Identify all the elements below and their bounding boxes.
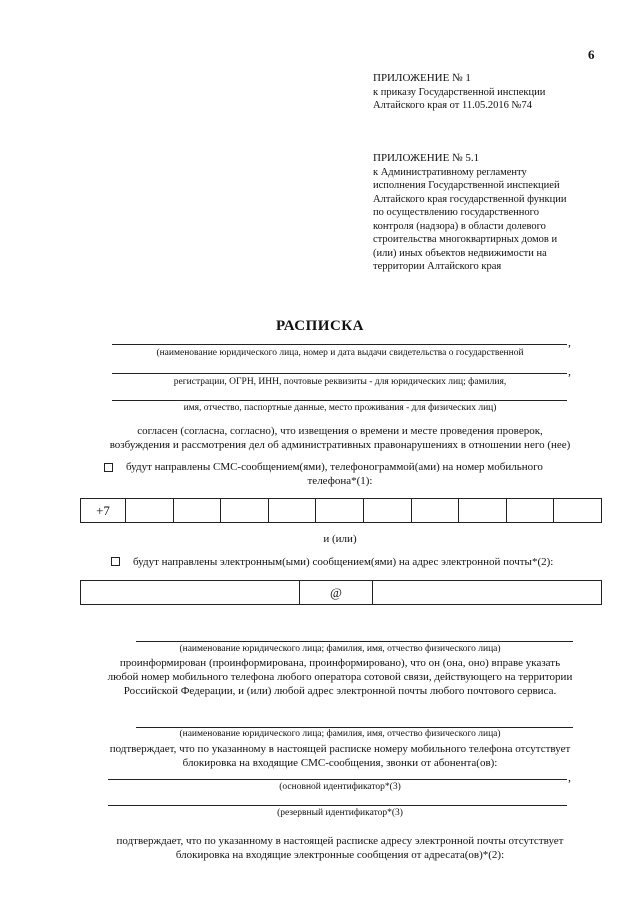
appendix-2-line: (или) иных объектов недвижимости на — [373, 247, 547, 259]
fill-line — [112, 400, 567, 401]
comma: , — [568, 335, 571, 349]
agree-text-1: согласен (согласна, согласно), что извещения о времени и месте проведения проверок, — [137, 425, 543, 437]
informed-text-1: проинформирован (проинформирована, проинформировано), что он (она, оно) вправе указать — [119, 657, 561, 669]
phone-digit-cell[interactable] — [126, 499, 174, 523]
fill-line — [108, 779, 567, 780]
caption-name-2: (наименование юридического лица; фамилия, имя, отчество физического лица) — [179, 729, 501, 739]
informed-text-3: Российской Федерации, и (или) любой адрес электронной почты любого почтового сервиса. — [123, 685, 557, 697]
caption-reserve-id: (резервный идентификатор*(3) — [277, 808, 403, 818]
and-or-text: и (или) — [323, 533, 357, 545]
comma: , — [568, 770, 571, 784]
phone-prefix-cell: +7 — [81, 499, 126, 523]
fill-line — [136, 727, 573, 728]
sms-checkbox[interactable] — [104, 463, 113, 472]
phone-digit-cell[interactable] — [506, 499, 554, 523]
appendix-1-heading: ПРИЛОЖЕНИЕ № 1 — [373, 72, 471, 84]
page-number: 6 — [588, 47, 595, 62]
fill-line — [108, 805, 567, 806]
caption-name: (наименование юридического лица; фамилия, имя, отчество физического лица) — [179, 644, 501, 654]
phone-digit-cell[interactable] — [459, 499, 507, 523]
appendix-2-line: исполнения Государственной инспекцией — [373, 180, 560, 191]
email-local-part-cell[interactable] — [81, 581, 300, 605]
confirm-phone-text-2: блокировка на входящие СМС-сообщения, звонки от абонента(ов): — [182, 757, 498, 769]
appendix-2-line: по осуществлению государственного — [373, 207, 539, 218]
fill-line — [112, 373, 567, 374]
appendix-2-line: к Административному регламенту — [373, 166, 527, 178]
phone-digit-cell[interactable] — [316, 499, 364, 523]
fill-line — [136, 641, 573, 642]
appendix-2-line: строительства многоквартирных домов и — [373, 234, 558, 245]
phone-digit-cell[interactable] — [173, 499, 221, 523]
caption-personal: имя, отчество, паспортные данные, место проживания - для физических лиц) — [183, 403, 497, 413]
appendix-2-line: территории Алтайского края — [373, 261, 502, 272]
comma: , — [568, 364, 571, 378]
appendix-2-block — [373, 152, 603, 274]
phone-number-grid — [80, 498, 602, 523]
caption-org-name: (наименование юридического лица, номер и дата выдачи свидетельства о государственной — [156, 348, 524, 358]
fill-line — [112, 344, 567, 345]
email-domain-cell[interactable] — [373, 581, 602, 605]
appendix-1-block — [373, 72, 603, 113]
caption-main-id: (основной идентификатор*(3) — [279, 782, 401, 792]
email-at-cell: @ — [300, 581, 373, 605]
email-option-text: будут направлены электронным(ыми) сообщением(ями) на адрес электронной почты*(2): — [133, 556, 554, 568]
appendix-2-line: Алтайского края государственной функции — [373, 193, 567, 205]
phone-digit-cell[interactable] — [554, 499, 602, 523]
phone-digit-cell[interactable] — [221, 499, 269, 523]
phone-digit-cell[interactable] — [268, 499, 316, 523]
confirm-email-text-2: блокировка на входящие электронные сообщения от адресата(ов)*(2): — [175, 849, 505, 861]
confirm-phone-text-1: подтверждает, что по указанному в настоящей расписке номеру мобильного телефона отсутствует — [109, 743, 571, 755]
confirm-email-text-1: подтверждает, что по указанному в настоящей расписке адресу электронной почты отсутствует — [116, 835, 564, 847]
phone-digit-cell[interactable] — [411, 499, 459, 523]
appendix-2-heading: ПРИЛОЖЕНИЕ № 5.1 — [373, 152, 480, 164]
agree-text-2: возбуждения и рассмотрения дел об административных правонарушениях в отношении него (нее) — [109, 439, 571, 451]
informed-text-2: любой номер мобильного телефона любого оператора сотовой связи, действующего на территории — [107, 671, 573, 683]
appendix-2-line: контроля (надзора) в области долевого — [373, 220, 546, 232]
sms-option-text-2: телефона*(1): — [307, 475, 373, 487]
sms-option-text: будут направлены СМС-сообщением(ями), телефонограммой(ами) на номер мобильного — [126, 461, 543, 473]
email-grid — [80, 580, 602, 605]
appendix-1-line: Алтайского края от 11.05.2016 №74 — [373, 100, 533, 111]
document-title: РАСПИСКА — [275, 318, 365, 334]
appendix-1-line: к приказу Государственной инспекции — [373, 86, 546, 98]
email-checkbox[interactable] — [111, 557, 120, 566]
caption-registration: регистрации, ОГРН, ИНН, почтовые реквизиты - для юридических лиц; фамилия, — [173, 377, 507, 387]
phone-digit-cell[interactable] — [363, 499, 411, 523]
